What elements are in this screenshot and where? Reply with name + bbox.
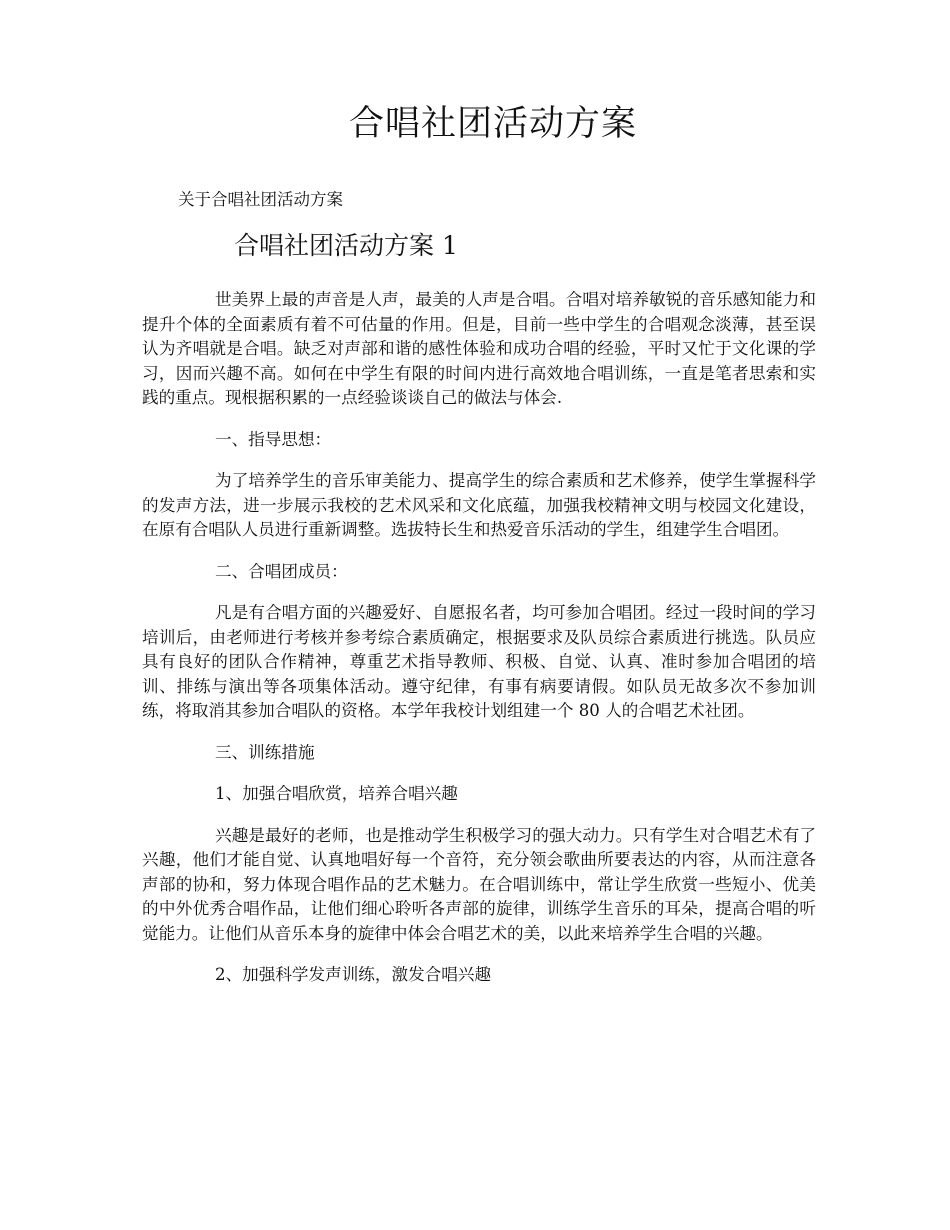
paragraph-intro: 世美界上最的声音是人声，最美的人声是合唱。合唱对培养敏锐的音乐感知能力和提升个体的全面素质有着不可估量的作用。但是，目前一些中学生的合唱观念淡薄，甚至误认为齐唱就是合唱。缺乏对声部和谐的感性体验和成功合唱的经验，平时又忙于文化课的学习，因而兴趣不高。如何在中学生有限的时间内进行高效地合唱训练，一直是笔者思索和实践的重点。现根据积累的一点经验谈谈自己的做法与体会.	[142, 290, 816, 407]
heading-training-measures: 三、训练措施	[215, 742, 315, 762]
document-body	[142, 288, 816, 1005]
heading-guiding-ideology: 一、指导思想：	[215, 429, 332, 449]
heading-measure-1: 1、加强合唱欣赏，培养合唱兴趣	[215, 784, 458, 803]
paragraph-measure-1: 兴趣是最好的老师，也是推动学生积极学习的强大动力。只有学生对合唱艺术有了兴趣，他们才能自觉、认真地唱好每一个音符，充分领会歌曲所要表达的内容，从而注意各声部的协和，努力体现合唱作品的艺术魅力。在合唱训练中，常让学生欣赏一些短小、优美的中外优秀合唱作品，让他们细心聆听各声部的旋律，训练学生音乐的耳朵，提高合唱的听觉能力。让他们从音乐本身的旋律中体会合唱艺术的美，以此来培养学生合唱的兴趣。	[142, 825, 816, 943]
heading-measure-2: 2、加强科学发声训练，激发合唱兴趣	[215, 965, 492, 984]
document-title: 合唱社团活动方案	[348, 104, 637, 144]
heading-choir-members: 二、合唱团成员：	[215, 561, 348, 581]
paragraph-choir-members: 凡是有合唱方面的兴趣爱好、自愿报名者，均可参加合唱团。经过一段时间的学习培训后，由老师进行考核并参考综合素质确定，根据要求及队员综合素质进行挑选。队员应具有良好的团队合作精神，尊重艺术指导教师、积极、自觉、认真、准时参加合唱团的培训、排练与演出等各项集体活动。遵守纪律，有事有病要请假。如队员无故多次不参加训练，将取消其参加合唱队的资格。本学年我校计划组建一个 80 人的合唱艺术社团。	[142, 603, 816, 720]
document-subtitle: 关于合唱社团活动方案	[178, 190, 343, 209]
paragraph-guiding-ideology: 为了培养学生的音乐审美能力、提高学生的综合素质和艺术修养，使学生掌握科学的发声方法，进一步展示我校的艺术风采和文化底蕴，加强我校精神文明与校园文化建设，在原有合唱队人员进行重新调整。选拔特长生和热爱音乐活动的学生，组建学生合唱团。	[142, 471, 816, 539]
section-title: 合唱社团活动方案 1	[234, 231, 458, 260]
